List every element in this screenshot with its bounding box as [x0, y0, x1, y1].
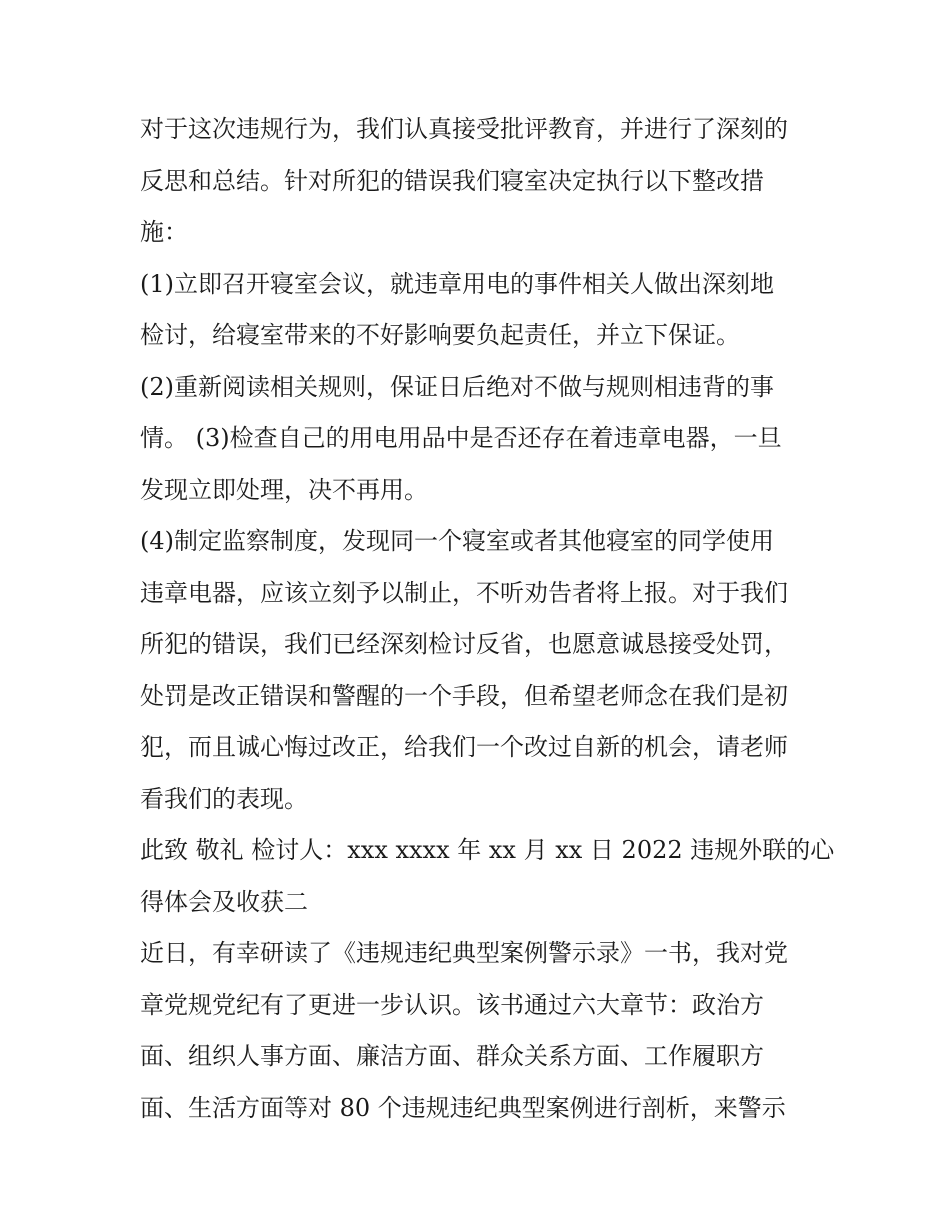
text-line: 违章电器，应该立刻予以制止，不听劝告者将上报。对于我们: [140, 578, 788, 607]
document-body: [140, 104, 835, 1134]
text-line: 得体会及收获二: [140, 887, 308, 916]
text-line: 处罚是改正错误和警醒的一个手段，但希望老师念在我们是初: [140, 681, 788, 710]
text-line: 面、生活方面等对 80 个违规违纪典型案例进行剖析，来警示: [140, 1093, 786, 1122]
text-line: 反思和总结。针对所犯的错误我们寝室决定执行以下整改措: [140, 166, 764, 195]
text-line: (1)立即召开寝室会议，就违章用电的事件相关人做出深刻地: [140, 269, 774, 298]
text-line: 近日，有幸研读了《违规违纪典型案例警示录》一书，我对党: [140, 939, 788, 967]
text-line: 看我们的表现。: [140, 784, 308, 813]
text-line: 发现立即处理，决不再用。: [140, 475, 428, 504]
text-line: 所犯的错误，我们已经深刻检讨反省，也愿意诚恳接受处罚，: [140, 630, 788, 658]
text-line: 犯，而且诚心悔过改正，给我们一个改过自新的机会，请老师: [140, 733, 788, 761]
text-line: (4)制定监察制度，发现同一个寝室或者其他寝室的同学使用: [140, 527, 774, 555]
text-line: 情。 (3)检查自己的用电用品中是否还存在着违章电器，一旦: [140, 424, 782, 452]
text-line: 面、组织人事方面、廉洁方面、群众关系方面、工作履职方: [140, 1042, 764, 1070]
text-line: 施：: [140, 218, 188, 246]
text-line: 此致 敬礼 检讨人：xxx xxxx 年 xx 月 xx 日 2022 违规外联的心: [140, 836, 835, 864]
text-line: (2)重新阅读相关规则，保证日后绝对不做与规则相违背的事: [140, 372, 774, 401]
text-line: 对于这次违规行为，我们认真接受批评教育，并进行了深刻的: [140, 115, 788, 143]
text-line: 章党规党纪有了更进一步认识。该书通过六大章节：政治方: [140, 990, 764, 1019]
text-line: 检讨，给寝室带来的不好影响要负起责任，并立下保证。: [140, 321, 740, 349]
